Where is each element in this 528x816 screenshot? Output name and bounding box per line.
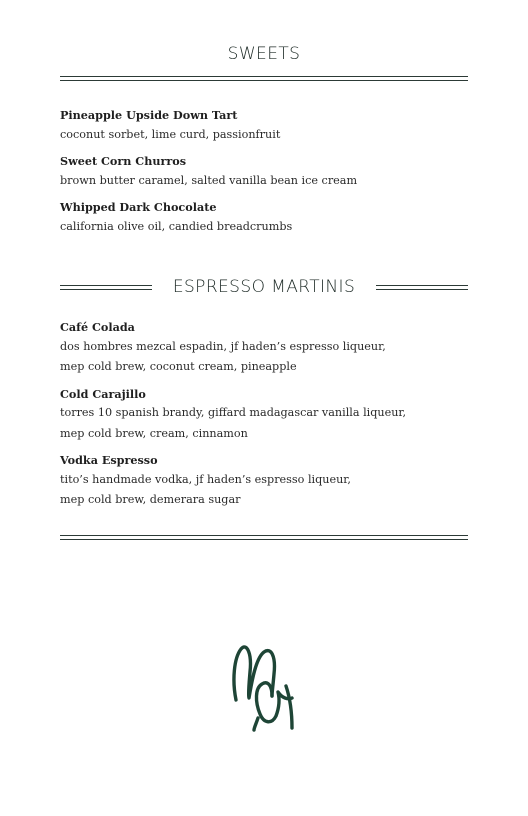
sweets-title: SWEETS: [227, 44, 301, 64]
menu-item-name: Sweet Corn Churros: [60, 154, 187, 168]
menu-item-description: mep cold brew, demerara sugar: [60, 493, 241, 506]
menu-item-description: torres 10 spanish brandy, giffard madagascar vanilla liqueur,: [60, 406, 407, 419]
menu-item-name: Vodka Espresso: [60, 453, 158, 467]
menu-item-description: mep cold brew, cream, cinnamon: [60, 427, 248, 440]
bottom-divider: [60, 535, 468, 540]
menu-item-description: dos hombres mezcal espadin, jf haden’s espresso liqueur,: [60, 340, 386, 353]
monogram-logo-icon: [228, 640, 300, 736]
sweets-top-divider: [60, 76, 468, 81]
menu-item-name: Café Colada: [60, 320, 135, 334]
menu-item-description: brown butter caramel, salted vanilla bean ice cream: [60, 174, 358, 187]
menu-item-name: Pineapple Upside Down Tart: [60, 108, 238, 122]
menu-item-description: tito’s handmade vodka, jf haden’s espresso liqueur,: [60, 473, 351, 486]
menu-item-name: Whipped Dark Chocolate: [60, 200, 217, 214]
espresso-title: ESPRESSO MARTINIS: [172, 277, 356, 297]
menu-item-description: coconut sorbet, lime curd, passionfruit: [60, 128, 281, 141]
espresso-right-divider: [376, 285, 468, 290]
menu-item-description: mep cold brew, coconut cream, pineapple: [60, 360, 297, 373]
menu-item-description: california olive oil, candied breadcrumbs: [60, 220, 293, 233]
menu-item-name: Cold Carajillo: [60, 387, 146, 401]
